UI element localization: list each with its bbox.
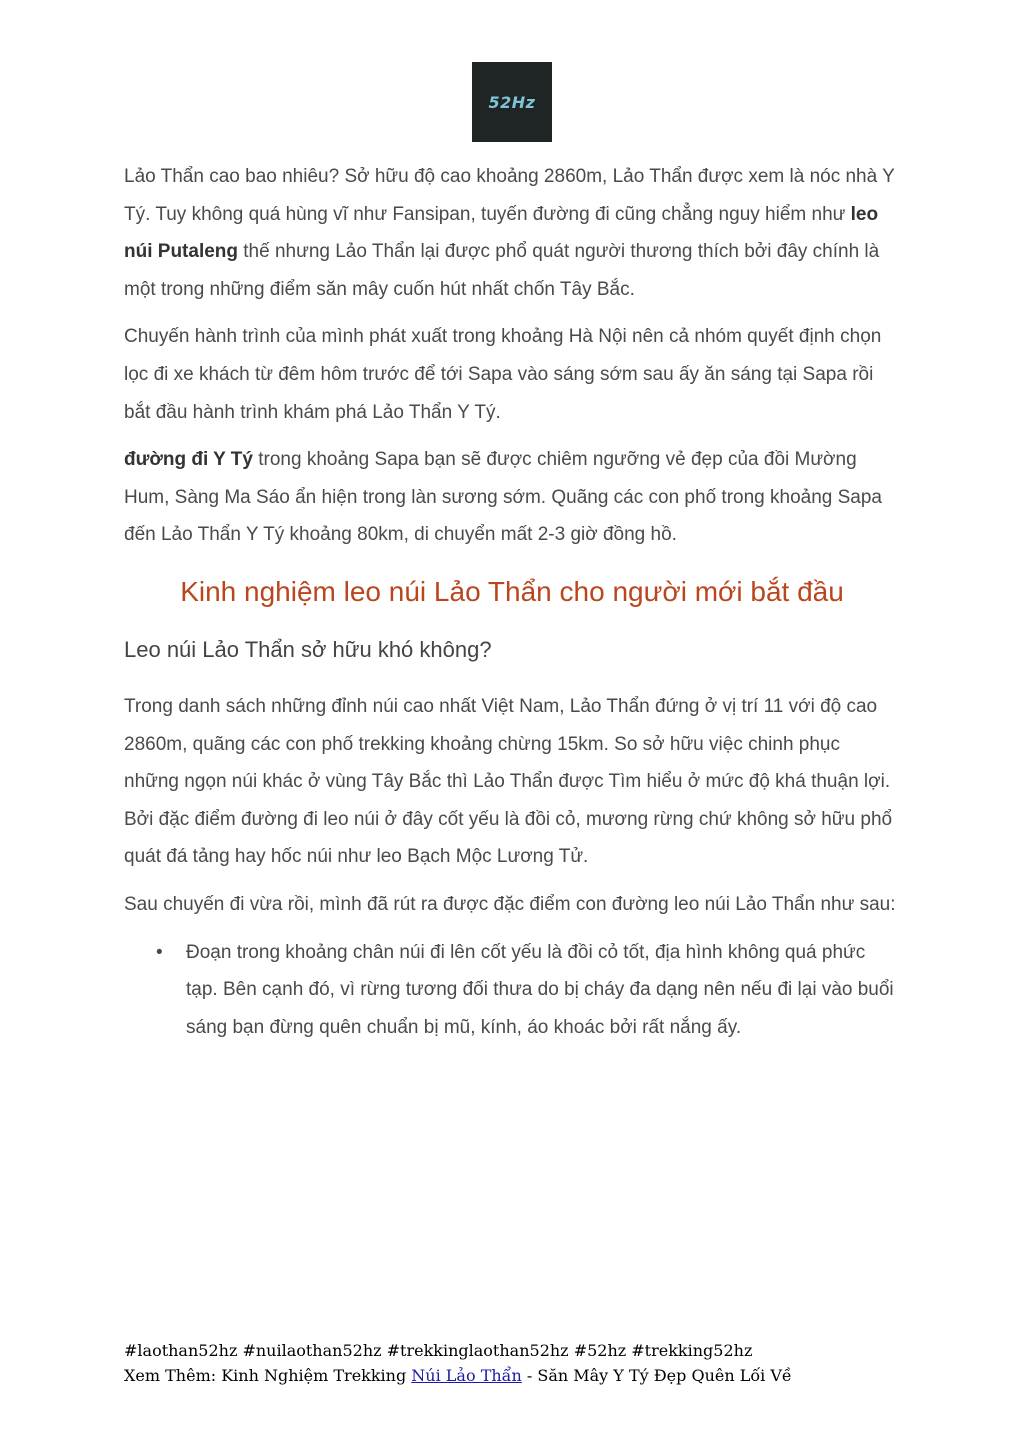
paragraph-1-text-a: Lảo Thẩn cao bao nhiêu? Sở hữu độ cao khoảng 2860m, Lảo Thẩn được xem là nóc nhà Y Tý. Tuy không quá hùng vĩ như Fansipan, tuyến đường đi cũng chẳng nguy hiểm như: [124, 166, 895, 225]
bold-putaleng: leo núi Putaleng: [124, 203, 879, 263]
paragraph-2: Chuyến hành trình của mình phát xuất trong khoảng Hà Nội nên cả nhóm quyết định chọn lọc đi xe khách từ đêm hôm trước để tới Sapa vào sáng sớm sau ấy ăn sáng tại Sapa rồi bắt đầu hành trình khám phá Lảo Thẩn Y Tý.: [124, 326, 882, 423]
footer-hashtags: #laothan52hz #nuilaothan52hz #trekkinglaothan52hz #52hz #trekking52hz: [124, 1341, 753, 1360]
bullet-list: [124, 934, 900, 1047]
list-item-text: Đoạn trong khoảng chân núi đi lên cốt yếu là đồi cỏ tốt, địa hình không quá phức tạp. Bên cạnh đó, vì rừng tương đối thưa do bị cháy đa dạng nên nếu đi lại vào buổi sáng bạn đừng quên chuẩn bị mũ, kính, áo khoác bởi rất nắng ấy.: [186, 941, 894, 1038]
logo-text: 52Hz: [488, 92, 536, 112]
bullet-icon: •: [156, 941, 163, 963]
paragraph-1: [124, 158, 900, 308]
paragraph-1-text-b: thế nhưng Lảo Thẩn lại được phổ quát người thương thích bởi đây chính là một trong những điểm săn mây cuốn hút nhất chốn Tây Bắc.: [124, 241, 880, 300]
paragraph-3: [124, 441, 900, 554]
logo: [472, 62, 552, 142]
bold-duong-di-y-ty: đường đi Y Tý: [124, 449, 253, 471]
paragraph-4: Trong danh sách những đỉnh núi cao nhất Việt Nam, Lảo Thẩn đứng ở vị trí 11 với độ cao 2860m, quãng các con phố trekking khoảng chừng 15km. So sở hữu việc chinh phục những ngọn núi khác ở vùng Tây Bắc thì Lảo Thẩn được Tìm hiểu ở mức độ khá thuận lợi. Bởi đặc điểm đường đi leo núi ở đây cốt yếu là đồi cỏ, mương rừng chứ không sở hữu phổ quát đá tảng hay hốc núi như leo Bạch Mộc Lương Tử.: [124, 695, 893, 868]
paragraph-5: Sau chuyến đi vừa rồi, mình đã rút ra được đặc điểm con đường leo núi Lảo Thẩn như sau:: [124, 893, 896, 915]
list-item: [156, 934, 900, 1047]
section-heading: Kinh nghiệm leo núi Lảo Thẩn cho người mới bắt đầu: [180, 575, 844, 607]
footer-link[interactable]: Núi Lảo Thẩn: [411, 1366, 522, 1385]
footer-more-suffix: - Săn Mây Y Tý Đẹp Quên Lối Về: [521, 1366, 792, 1385]
footer-more-prefix: Xem Thêm: Kinh Nghiệm Trekking: [124, 1366, 412, 1385]
footer-more: [124, 1363, 904, 1388]
footer: [124, 1338, 904, 1388]
article-body: [124, 158, 900, 1046]
subsection-heading: Leo núi Lảo Thẩn sở hữu khó không?: [124, 636, 492, 662]
paragraph-3-text: trong khoảng Sapa bạn sẽ được chiêm ngưỡng vẻ đẹp của đồi Mường Hum, Sàng Ma Sáo ẩn hiện trong làn sương sớm. Quãng các con phố trong khoảng Sapa đến Lảo Thẩn Y Tý khoảng 80km, di chuyển mất 2-3 giờ đồng hồ.: [124, 449, 882, 546]
